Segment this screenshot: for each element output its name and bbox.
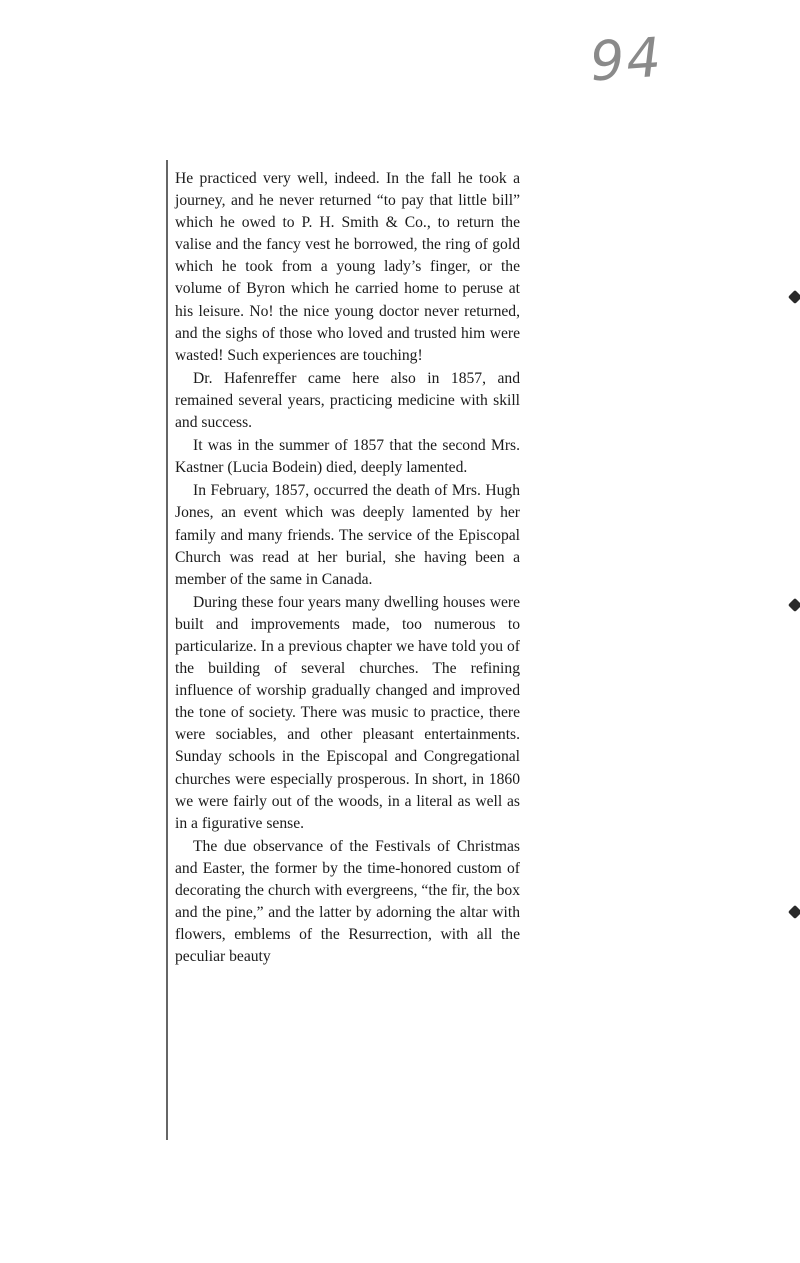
paragraph-6: The due observance of the Festivals of Christmas and Easter, the former by the time-honored custom of decorating the church with evergreens, “the fir, the box and the pine,” and the latter by adorning the altar with flowers, emblems of the Resurrection, with all the peculiar beauty xyxy=(175,837,520,966)
binding-hole-mark xyxy=(788,598,800,612)
binding-hole-mark xyxy=(788,905,800,919)
paragraph-1: He practiced very well, indeed. In the fall he took a journey, and he never returned “to pay that little bill” which he owed to P. H. Smith & Co., to return the valise and the fancy vest he borrowed, the ring of gold which he took from a young lady’s finger, or the volume of Byron which he carried home to peruse at his leisure. No! the nice young doctor never returned, and the sighs of those who loved and trusted him were wasted! Such experiences are touching! xyxy=(175,170,520,364)
paragraph-4: In February, 1857, occurred the death of Mrs. Hugh Jones, an event which was deeply lamented by her family and many friends. The service of the Episcopal Church was read at her burial, she having been a member of the same in Canada. xyxy=(175,482,520,588)
article-column xyxy=(175,168,520,969)
binding-hole-mark xyxy=(788,290,800,304)
paragraph-3: It was in the summer of 1857 that the second Mrs. Kastner (Lucia Bodein) died, deeply lamented. xyxy=(175,437,520,477)
paragraph-2: Dr. Hafenreffer came here also in 1857, and remained several years, practicing medicine with skill and success. xyxy=(175,369,520,432)
page-number: 94 xyxy=(587,25,665,94)
paragraph-5: During these four years many dwelling houses were built and improvements made, too numerous to particularize. In a previous chapter we have told you of the building of several churches. The refining influence of worship gradually changed and improved the tone of society. There was music to practice, there were sociables, and other pleasant entertainments. Sunday schools in the Episcopal and Congregational churches were especially prosperous. In short, in 1860 we were fairly out of the woods, in a literal as well as in a figurative sense. xyxy=(175,593,520,832)
